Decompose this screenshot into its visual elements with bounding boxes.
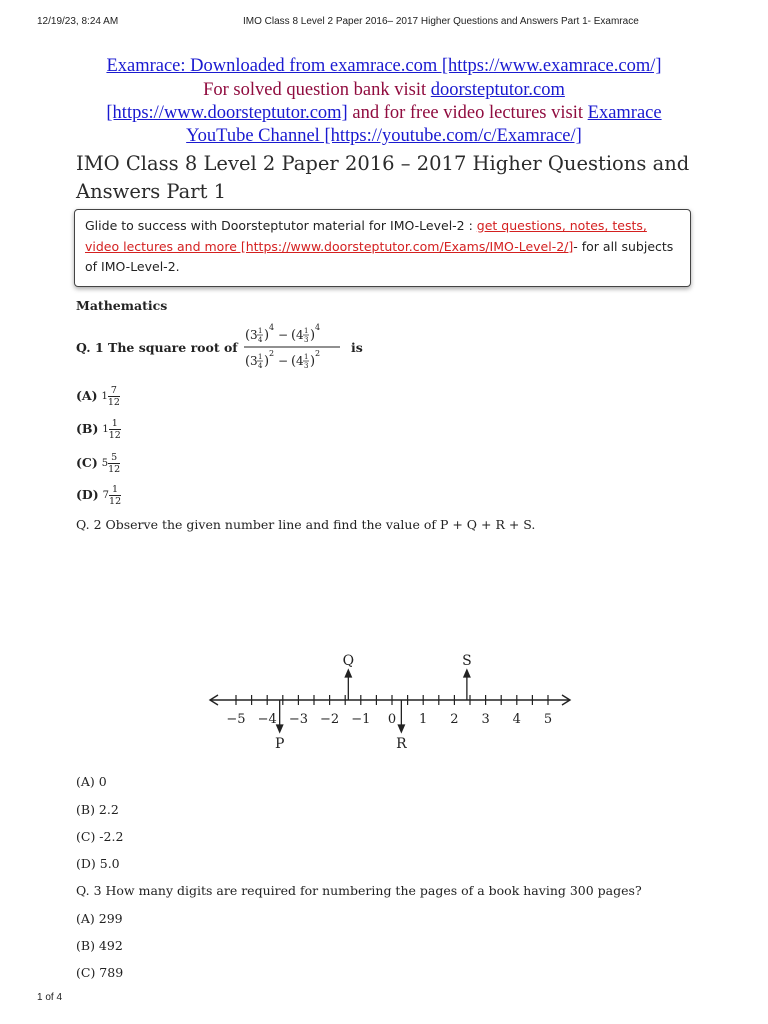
examrace-link[interactable]: Examrace: Downloaded from examrace.com [https://www.examrace.com/] [106, 56, 662, 76]
q1-den-power-b: 2 [315, 349, 321, 358]
number-line-tick-label: −5 [226, 712, 246, 727]
section-heading: Mathematics [76, 298, 168, 313]
q1-option-b-num: 1 [109, 418, 121, 430]
q2-option-d: (D) 5.0 [76, 856, 120, 871]
youtube-channel-link[interactable]: YouTube Channel [https://youtube.com/c/Examrace/] [186, 126, 582, 146]
number-line-point-label: S [462, 653, 472, 669]
banner-solved-text: For solved question bank visit [203, 80, 431, 100]
page-counter: 1 of 4 [37, 992, 63, 1003]
number-line-arrowhead [277, 725, 283, 732]
svg-text:): ) [264, 354, 270, 369]
q1-option-c-num: 5 [108, 452, 120, 464]
q1-num-minus: − [278, 328, 289, 342]
svg-text:): ) [310, 328, 316, 343]
banner-line-3 [0, 102, 768, 125]
q1-num-b-whole: 4 [296, 328, 304, 342]
q2-text: Q. 2 Observe the given number line and find the value of P + Q + R + S. [76, 517, 536, 532]
svg-text:): ) [310, 354, 316, 369]
doorsteptutor-link[interactable]: doorsteptutor.com [430, 80, 565, 100]
q1-option-b [76, 418, 121, 441]
doorsteptutor-url-link[interactable]: [https://www.doorsteptutor.com] [106, 103, 348, 123]
q1-option-d-label: (D) [76, 487, 99, 502]
svg-text:(: ( [245, 354, 251, 369]
q3-option-a: (A) 299 [76, 911, 123, 926]
print-page-title: IMO Class 8 Level 2 Paper 2016– 2017 Higher Questions and Answers Part 1- Examrace [243, 16, 639, 27]
number-line-point-label: Q [342, 653, 355, 669]
banner-video-text: and for free video lectures visit [347, 103, 588, 123]
q1-num-power-b: 4 [315, 323, 321, 332]
promo-box [74, 209, 691, 287]
number-line-arrowhead [464, 670, 470, 677]
q1-num-power-a: 4 [269, 323, 275, 332]
promo-suffix: - for all subjects of IMO-Level-2. [85, 238, 674, 274]
number-line-arrowhead [398, 725, 404, 732]
q1-den-power-a: 2 [269, 349, 275, 358]
q1-option-c [76, 452, 120, 475]
q1-num-b-num: 1 [304, 327, 309, 335]
number-line-tick-label: −3 [288, 712, 308, 727]
q3-option-b: (B) 492 [76, 938, 123, 953]
number-line-point-label: P [274, 736, 285, 752]
number-line-tick-label: 5 [543, 712, 553, 727]
number-line-arrowhead [345, 670, 351, 677]
svg-text:(: ( [245, 328, 251, 343]
q1-den-b-den: 3 [304, 362, 309, 370]
q1-option-c-label: (C) [76, 455, 98, 470]
number-line-tick-label: 4 [512, 712, 521, 727]
q1-den-b-num: 1 [304, 353, 309, 361]
svg-text:(: ( [291, 354, 297, 369]
q1-num-a-den: 4 [258, 336, 263, 344]
q2-option-c: (C) -2.2 [76, 829, 124, 844]
number-line-tick-label: −2 [320, 712, 340, 727]
svg-text:): ) [264, 328, 270, 343]
promo-link[interactable]: get questions, notes, tests, video lectures and more [https://www.doorsteptutor.com/Exams/IMO-Level-2/] [85, 218, 647, 254]
page-title: IMO Class 8 Level 2 Paper 2016 – 2017 Higher Questions and Answers Part 1 [76, 152, 690, 203]
number-line-tick-label: 3 [481, 712, 490, 727]
q1-option-a-fraction [108, 385, 120, 408]
q1-text: Q. 1 The square root of [76, 340, 238, 355]
number-line-point-label: R [396, 736, 407, 752]
q1-num-a-num: 1 [258, 327, 263, 335]
q1-num-a-whole: 3 [250, 328, 258, 342]
q1-option-c-fraction [108, 452, 120, 475]
q1-option-a-label: (A) [76, 388, 98, 403]
q1-num-b-den: 3 [304, 336, 309, 344]
q1-den-b-whole: 4 [296, 354, 304, 368]
q1-option-d-den: 12 [109, 496, 122, 507]
number-line-tick-label: −1 [351, 712, 371, 727]
q1-expression [244, 322, 344, 372]
q1-option-b-den: 12 [108, 430, 121, 441]
banner-line-1[interactable] [0, 55, 768, 78]
q1-den-a-num: 1 [258, 353, 263, 361]
q1-den-minus: − [278, 354, 289, 368]
q1-option-d [76, 484, 121, 507]
svg-text:(: ( [291, 328, 297, 343]
q1-option-b-label: (B) [76, 421, 99, 436]
q1-suffix: is [351, 340, 363, 355]
q1-option-d-whole: 7 [102, 490, 110, 501]
q2-number-line [200, 650, 580, 760]
q2-option-b: (B) 2.2 [76, 802, 119, 817]
examrace-youtube-link[interactable]: Examrace [587, 103, 662, 123]
q1-option-a-den: 12 [107, 397, 120, 408]
q1-den-a-den: 4 [258, 362, 263, 370]
promo-text: Glide to success with Doorsteptutor material for IMO-Level-2 : [85, 218, 477, 233]
q1-option-d-fraction [109, 484, 121, 507]
q1-option-a-whole: 1 [101, 391, 108, 402]
number-line-tick-label: 0 [387, 712, 397, 727]
q1-option-a [76, 385, 120, 408]
q1-option-b-fraction [109, 418, 121, 441]
q1-option-b-whole: 1 [102, 424, 109, 435]
q2-option-a: (A) 0 [76, 774, 107, 789]
q1-option-d-num: 1 [109, 484, 121, 496]
q1-option-c-whole: 5 [101, 458, 109, 469]
number-line-tick-label: 2 [450, 712, 459, 727]
banner-line-4[interactable] [0, 125, 768, 148]
print-timestamp: 12/19/23, 8:24 AM [37, 16, 119, 27]
number-line-tick-label: −4 [257, 712, 277, 727]
q3-text: Q. 3 How many digits are required for numbering the pages of a book having 300 pages? [76, 883, 642, 898]
q3-option-c: (C) 789 [76, 965, 124, 980]
banner-line-2 [0, 79, 768, 102]
q1-option-a-num: 7 [108, 385, 120, 397]
q1-den-a-whole: 3 [250, 354, 258, 368]
q1-option-c-den: 12 [108, 464, 121, 475]
number-line-tick-label: 1 [419, 712, 428, 727]
